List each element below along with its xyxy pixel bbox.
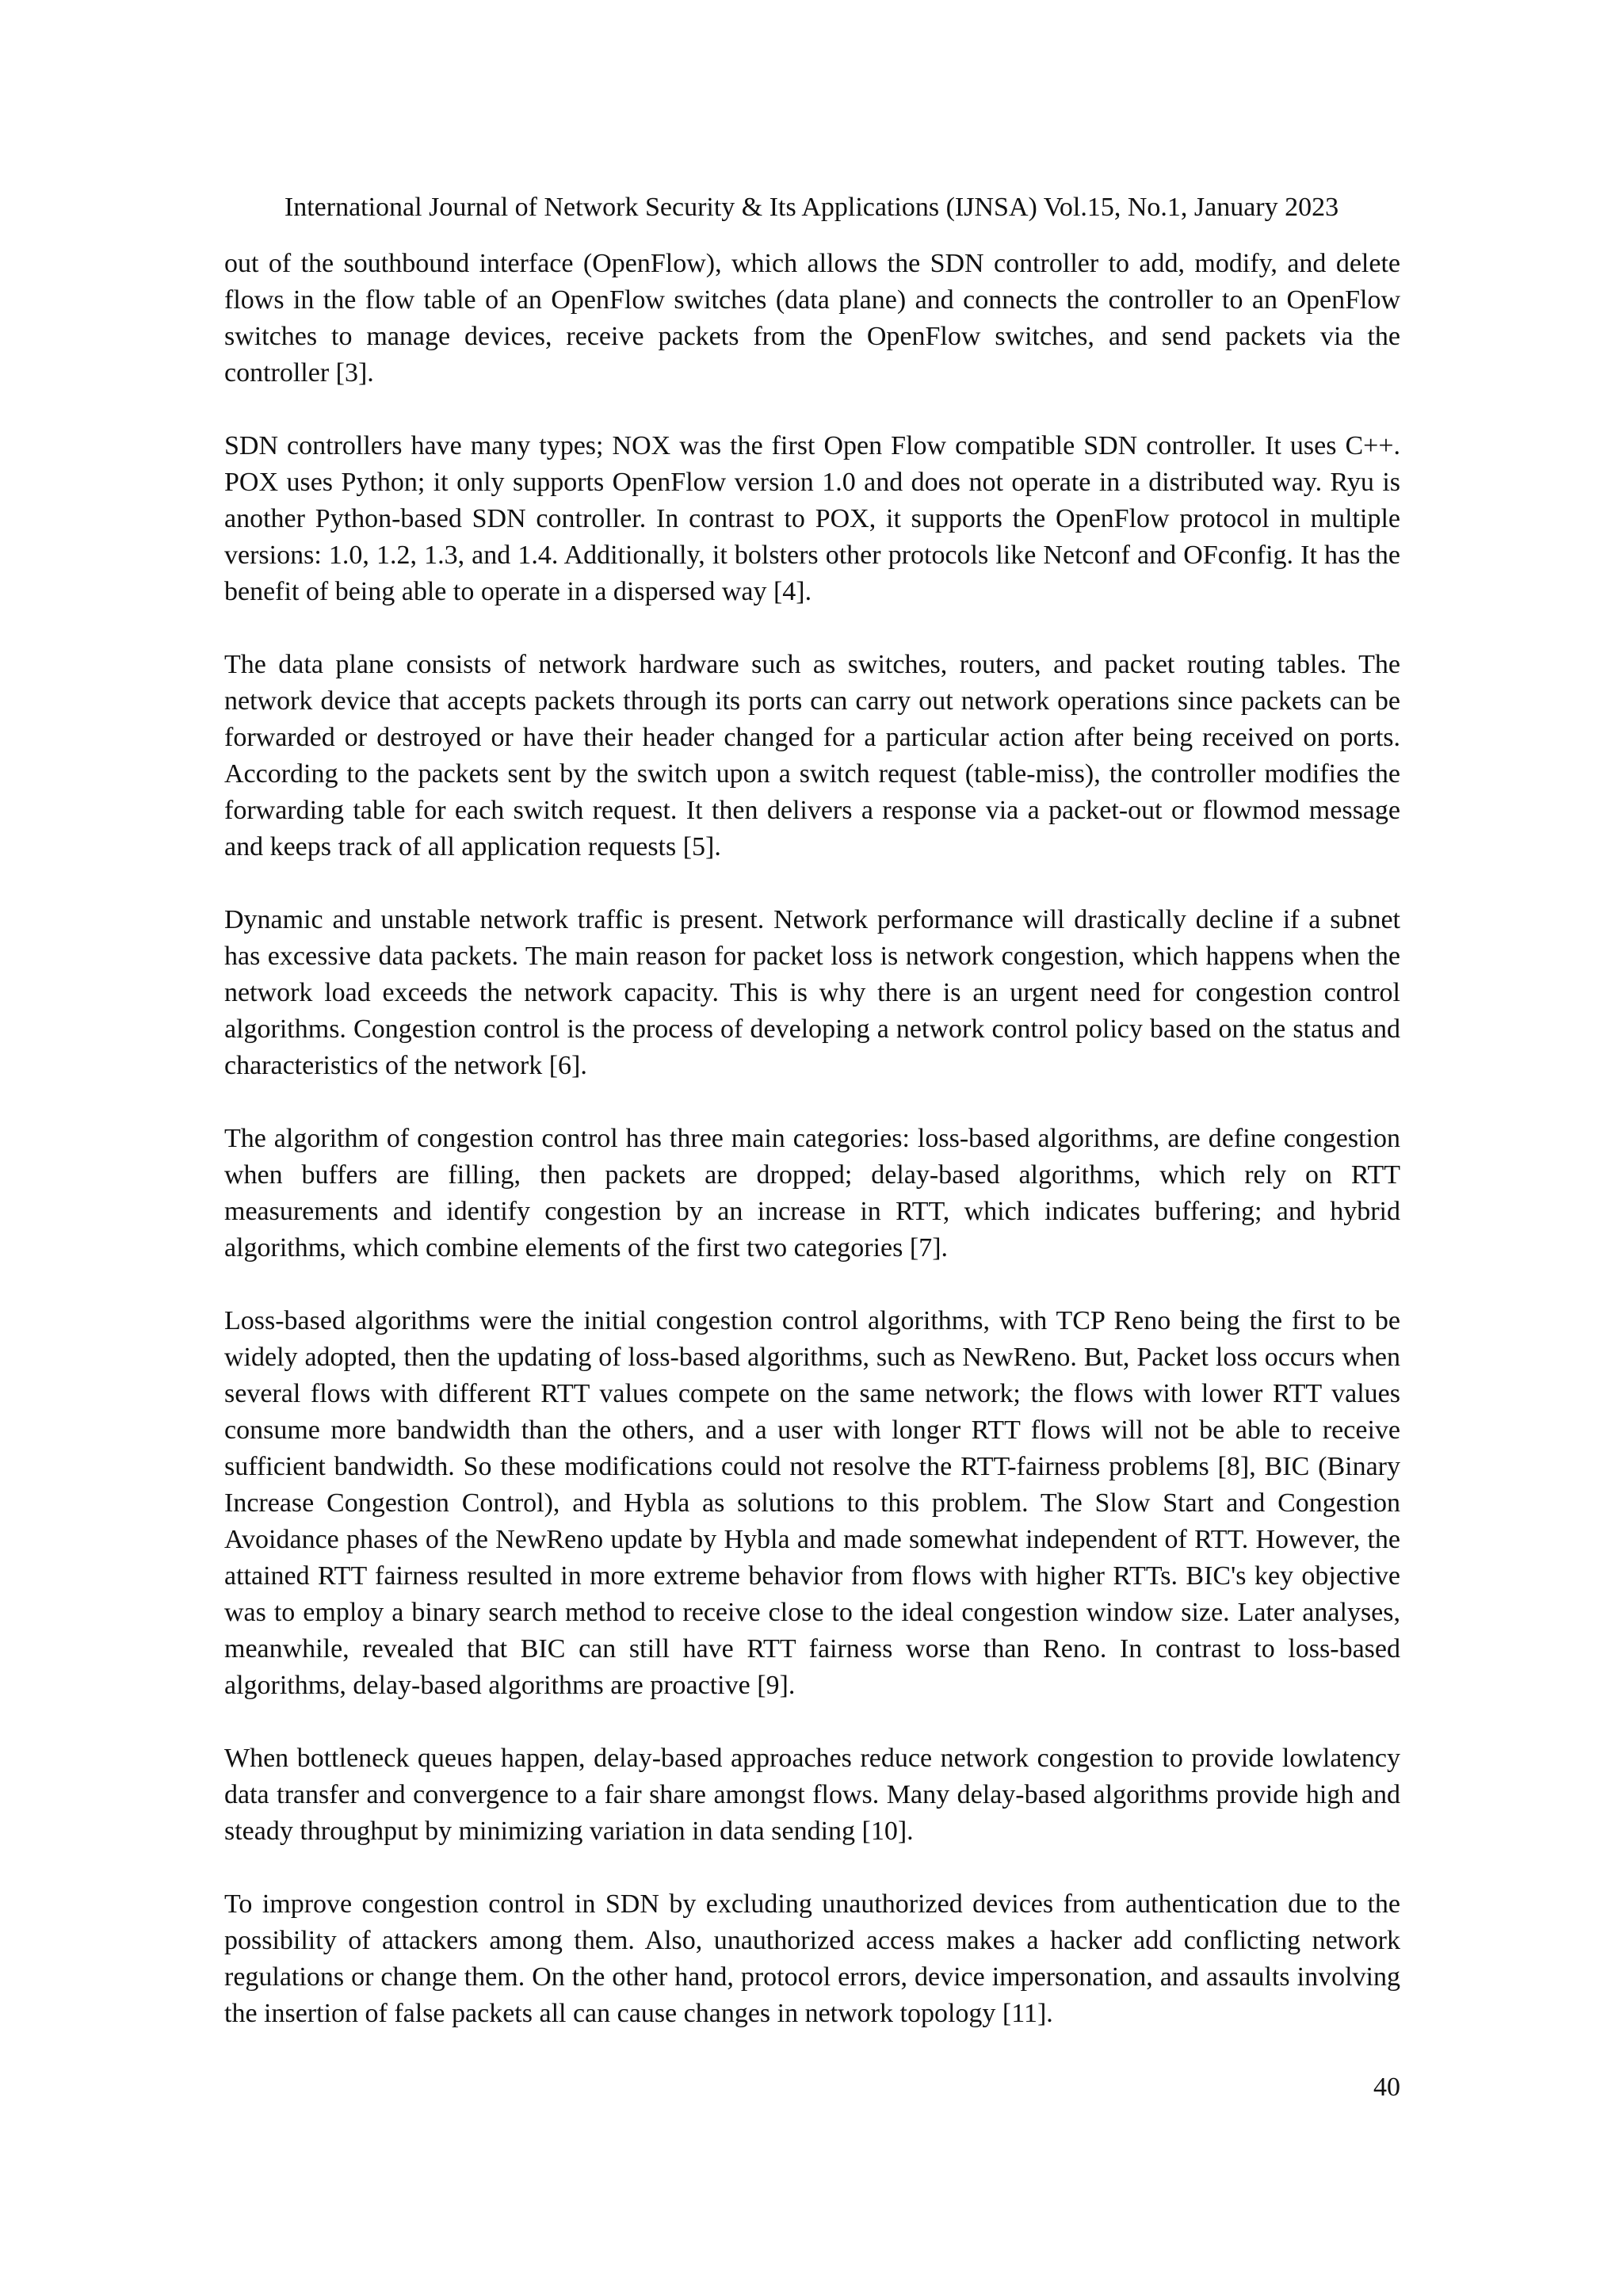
page-number: 40 — [1373, 2073, 1400, 2102]
article-body — [224, 246, 1400, 2032]
paragraph-network-traffic: Dynamic and unstable network traffic is present. Network performance will drastically decline if a subnet has excessive data packets. The main reason for packet loss is network congestion, which happens when the network load exceeds the network capacity. This is why there is an urgent need for congestion control algorithms. Congestion control is the process of developing a network control policy based on the status and characteristics of the network [6]. — [224, 905, 1400, 1080]
paragraph-unauthorized-devices: To improve congestion control in SDN by excluding unauthorized devices from authentication due to the possibility of attackers among them. Also, unauthorized access makes a hacker add conflicting network regulations or change them. On the other hand, protocol errors, device impersonation, and assaults involving the insertion of false packets all can cause changes in network topology [11]. — [224, 1889, 1400, 2028]
running-header: International Journal of Network Security & Its Applications (IJNSA) Vol.15, No.1, January 2023 — [284, 193, 1339, 222]
paragraph-delay-based-approaches: When bottleneck queues happen, delay-based approaches reduce network congestion to provide lowlatency data transfer and convergence to a fair share amongst flows. Many delay-based algorithms provide high and steady throughput by minimizing variation in data sending [10]. — [224, 1744, 1400, 1846]
paragraph-loss-based-algorithms: Loss-based algorithms were the initial congestion control algorithms, with TCP Reno being the first to be widely adopted, then the updating of loss-based algorithms, such as NewReno. But, Packet loss occurs when several flows with different RTT values compete on the same network; the flows with lower RTT values consume more bandwidth than the others, and a user with longer RTT flows will not be able to receive sufficient bandwidth. So these modifications could not resolve the RTT-fairness problems [8], BIC (Binary Increase Congestion Control), and Hybla as solutions to this problem. The Slow Start and Congestion Avoidance phases of the NewReno update by Hybla and made somewhat independent of RTT. However, the attained RTT fairness resulted in more extreme behavior from flows with higher RTTs. BIC's key objective was to employ a binary search method to receive close to the ideal congestion window size. Later analyses, meanwhile, revealed that BIC can still have RTT fairness worse than Reno. In contrast to loss-based algorithms, delay-based algorithms are proactive [9]. — [224, 1306, 1400, 1700]
paragraph-congestion-categories: The algorithm of congestion control has three main categories: loss-based algorithms, are define congestion when buffers are filling, then packets are dropped; delay-based algorithms, which rely on RTT measurements and identify congestion by an increase in RTT, which indicates buffering; and hybrid algorithms, which combine elements of the first two categories [7]. — [224, 1124, 1400, 1263]
paragraph-southbound-interface: out of the southbound interface (OpenFlow), which allows the SDN controller to add, modify, and delete flows in the flow table of an OpenFlow switches (data plane) and connects the controller to an OpenFlow switches to manage devices, receive packets from the OpenFlow switches, and send packets via the controller [3]. — [224, 249, 1400, 388]
paragraph-sdn-controllers: SDN controllers have many types; NOX was the first Open Flow compatible SDN controller. It uses C++. POX uses Python; it only supports OpenFlow version 1.0 and does not operate in a distributed way. Ryu is another Python-based SDN controller. In contrast to POX, it supports the OpenFlow protocol in multiple versions: 1.0, 1.2, 1.3, and 1.4. Additionally, it bolsters other protocols like Netconf and OFconfig. It has the benefit of being able to operate in a dispersed way [4]. — [224, 431, 1400, 606]
paragraph-data-plane: The data plane consists of network hardware such as switches, routers, and packet routing tables. The network device that accepts packets through its ports can carry out network operations since packets can be forwarded or destroyed or have their header changed for a particular action after being received on ports. According to the packets sent by the switch upon a switch request (table-miss), the controller modifies the forwarding table for each switch request. It then delivers a response via a packet-out or flowmod message and keeps track of all application requests [5]. — [224, 650, 1400, 861]
